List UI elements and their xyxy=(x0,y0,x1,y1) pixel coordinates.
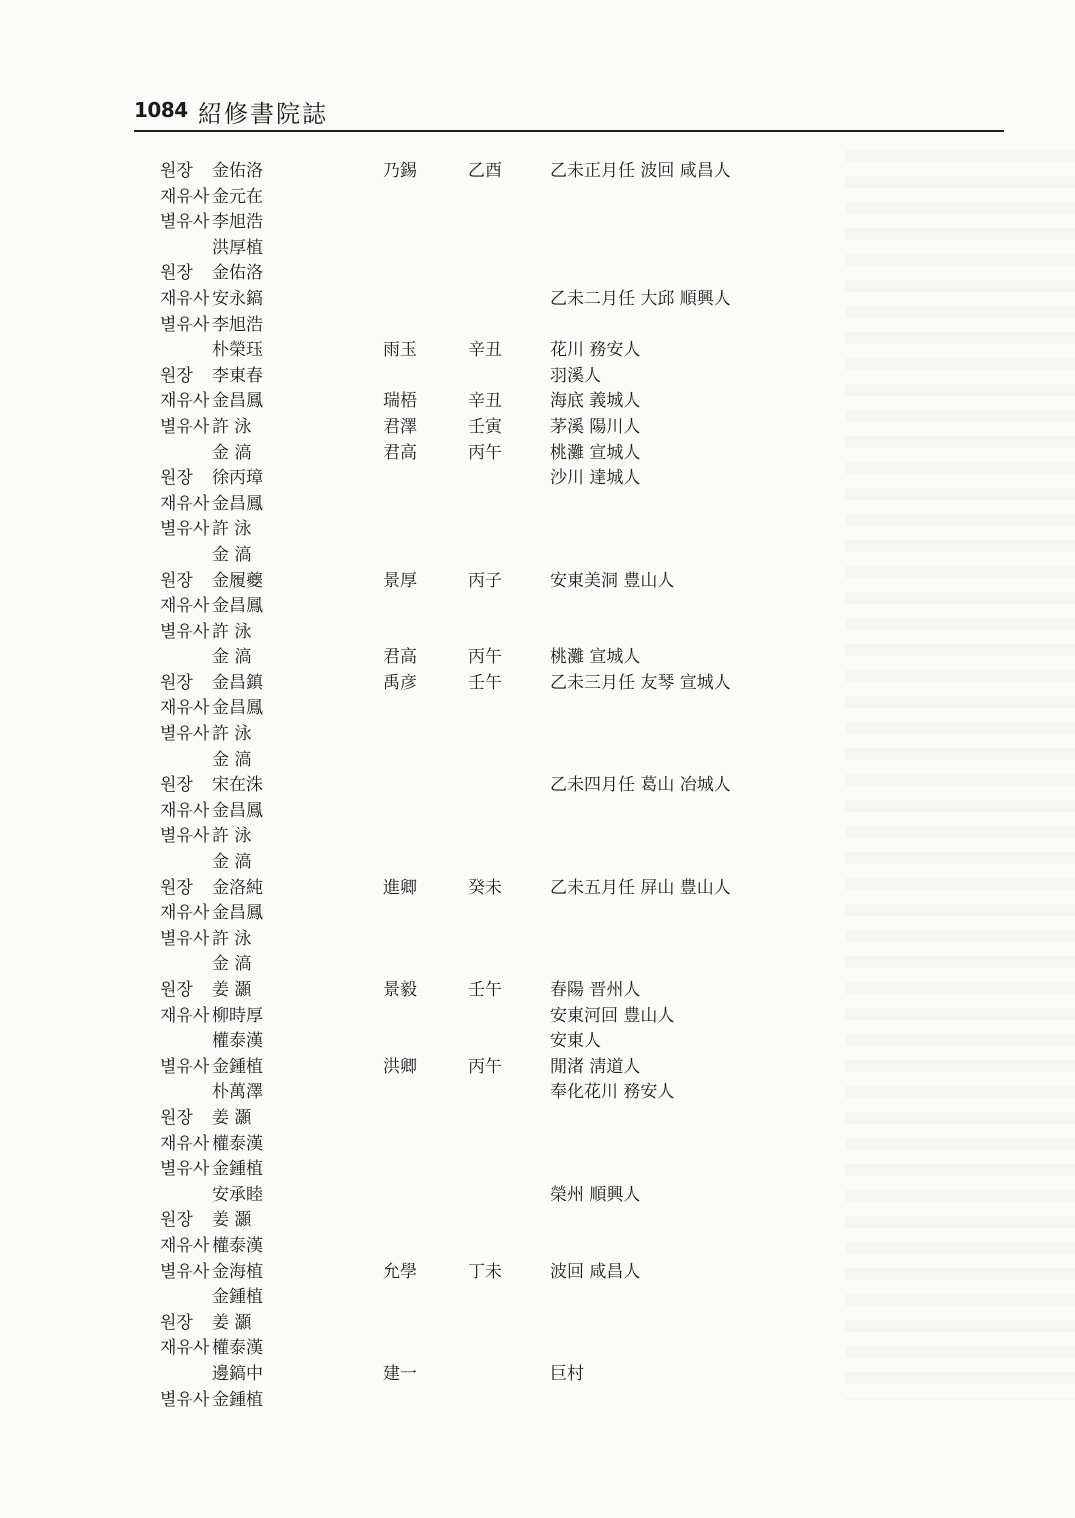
roster-role: 별유사 xyxy=(160,1056,210,1077)
roster-name: 徐丙璋 xyxy=(212,468,263,489)
roster-row xyxy=(0,517,1075,543)
roster-role: 재유사 xyxy=(160,1005,210,1026)
roster-row xyxy=(0,901,1075,927)
roster-birth-year: 壬寅 xyxy=(468,416,502,437)
roster-role: 별유사 xyxy=(160,416,210,437)
roster-courtesy-name: 乃錫 xyxy=(383,161,417,181)
roster-birth-year: 丙子 xyxy=(468,570,502,591)
roster-note: 安東美洞 豊山人 xyxy=(550,570,675,591)
roster-row xyxy=(0,773,1075,799)
roster-name: 權泰漢 xyxy=(212,1235,263,1256)
roster-note: 奉化花川 務安人 xyxy=(550,1082,675,1103)
roster-role: 재유사 xyxy=(160,800,210,821)
roster-row xyxy=(0,236,1075,262)
roster-row xyxy=(0,645,1075,671)
book-title: 紹修書院誌 xyxy=(198,100,328,128)
roster-row xyxy=(0,978,1075,1004)
roster-role: 재유사 xyxy=(160,1133,210,1154)
roster-row xyxy=(0,1132,1075,1158)
roster-role: 재유사 xyxy=(160,698,210,719)
roster-name: 姜 灝 xyxy=(212,1107,252,1128)
roster-role: 재유사 xyxy=(160,493,210,514)
roster-name: 權泰漢 xyxy=(212,1338,263,1359)
roster-name: 金洛純 xyxy=(212,877,263,898)
roster-name: 李東春 xyxy=(212,365,263,386)
roster-note: 花川 務安人 xyxy=(550,340,641,361)
roster-note: 茅溪 陽川人 xyxy=(550,416,641,437)
roster-courtesy-name: 雨玉 xyxy=(383,340,417,361)
roster-row xyxy=(0,1183,1075,1209)
roster-role: 별유사 xyxy=(160,826,210,847)
roster-role: 재유사 xyxy=(160,391,210,412)
roster-role: 재유사 xyxy=(160,596,210,617)
roster-name: 金昌鳳 xyxy=(212,493,263,514)
roster-row xyxy=(0,492,1075,518)
roster-note: 春陽 晋州人 xyxy=(550,980,641,1000)
roster-role: 원장 xyxy=(160,672,193,693)
roster-birth-year: 癸未 xyxy=(468,877,502,898)
roster-birth-year: 丁未 xyxy=(468,1261,502,1282)
roster-birth-year: 丙午 xyxy=(468,647,502,668)
roster-role: 별유사 xyxy=(160,1389,210,1410)
roster-note: 海底 義城人 xyxy=(550,391,641,412)
roster-role: 원장 xyxy=(160,1312,193,1333)
roster-note: 安東人 xyxy=(550,1031,601,1052)
roster-name: 朴萬澤 xyxy=(212,1082,263,1103)
roster-role: 원장 xyxy=(160,365,193,386)
roster-row xyxy=(0,722,1075,748)
roster-row xyxy=(0,313,1075,339)
roster-row xyxy=(0,850,1075,876)
roster-row xyxy=(0,441,1075,467)
roster-name: 金佑洛 xyxy=(212,263,263,284)
roster-name: 金 滈 xyxy=(212,954,252,975)
roster-row xyxy=(0,1336,1075,1362)
roster-name: 金昌鳳 xyxy=(212,800,263,821)
roster-birth-year: 辛丑 xyxy=(468,340,502,361)
roster-row xyxy=(0,1157,1075,1183)
roster-name: 洪厚植 xyxy=(212,237,263,258)
roster-role: 원장 xyxy=(160,161,193,181)
roster-name: 金 滈 xyxy=(212,544,252,565)
roster-role: 원장 xyxy=(160,980,193,1000)
roster-row xyxy=(0,748,1075,774)
roster-name: 安永鎬 xyxy=(212,288,263,309)
roster-courtesy-name: 君澤 xyxy=(383,416,417,437)
roster-row xyxy=(0,696,1075,722)
roster-note: 羽溪人 xyxy=(550,365,601,386)
roster-role: 별유사 xyxy=(160,314,210,335)
roster-role: 재유사 xyxy=(160,186,210,207)
roster-row xyxy=(0,1388,1075,1414)
roster-row xyxy=(0,671,1075,697)
roster-name: 金昌鳳 xyxy=(212,698,263,719)
roster-role: 재유사 xyxy=(160,288,210,309)
roster-role: 별유사 xyxy=(160,1261,210,1282)
roster-row xyxy=(0,1004,1075,1030)
roster-row xyxy=(0,1055,1075,1081)
roster-name: 金佑洛 xyxy=(212,161,263,181)
roster-row xyxy=(0,1311,1075,1337)
roster-courtesy-name: 禹彦 xyxy=(383,672,417,693)
page-header xyxy=(134,96,1004,132)
roster-note: 閒渚 淸道人 xyxy=(550,1056,641,1077)
roster-row xyxy=(0,415,1075,441)
roster-row xyxy=(0,364,1075,390)
roster-courtesy-name: 建一 xyxy=(383,1363,417,1384)
roster-row xyxy=(0,1285,1075,1311)
roster-note: 乙未四月任 葛山 冶城人 xyxy=(550,775,731,796)
roster-name: 姜 灝 xyxy=(212,980,252,1000)
roster-name: 金 滈 xyxy=(212,442,252,463)
roster-role: 원장 xyxy=(160,1107,193,1128)
roster-name: 許 泳 xyxy=(212,519,252,540)
roster-note: 巨村 xyxy=(550,1363,584,1384)
roster-role: 원장 xyxy=(160,877,193,898)
roster-name: 宋在洙 xyxy=(212,775,263,796)
roster-note: 波回 咸昌人 xyxy=(550,1261,641,1282)
roster-role: 원장 xyxy=(160,1210,193,1231)
roster-name: 姜 灝 xyxy=(212,1210,252,1231)
roster-name: 柳時厚 xyxy=(212,1005,263,1026)
roster-note: 榮州 順興人 xyxy=(550,1184,641,1205)
roster-row xyxy=(0,1260,1075,1286)
roster-birth-year: 乙酉 xyxy=(468,161,502,181)
roster-role: 별유사 xyxy=(160,212,210,233)
roster-role: 원장 xyxy=(160,468,193,489)
roster-birth-year: 辛丑 xyxy=(468,391,502,412)
roster-row xyxy=(0,1080,1075,1106)
roster-name: 許 泳 xyxy=(212,826,252,847)
roster-name: 金昌鳳 xyxy=(212,596,263,617)
roster-row xyxy=(0,1362,1075,1388)
roster-birth-year: 丙午 xyxy=(468,442,502,463)
roster-role: 재유사 xyxy=(160,903,210,924)
roster-row xyxy=(0,876,1075,902)
roster-row xyxy=(0,799,1075,825)
roster-name: 金鍾植 xyxy=(212,1056,263,1077)
roster-note: 乙未正月任 波回 咸昌人 xyxy=(550,161,731,181)
roster-name: 許 泳 xyxy=(212,928,252,949)
roster-courtesy-name: 君高 xyxy=(383,442,417,463)
roster-row xyxy=(0,569,1075,595)
roster-role: 원장 xyxy=(160,263,193,284)
roster-role: 원장 xyxy=(160,570,193,591)
roster-note: 桃灘 宣城人 xyxy=(550,647,641,668)
roster-row xyxy=(0,159,1075,185)
roster-name: 李旭浩 xyxy=(212,314,263,335)
roster-name: 金履夔 xyxy=(212,570,263,591)
roster-row xyxy=(0,466,1075,492)
roster-role: 재유사 xyxy=(160,1338,210,1359)
roster-note: 乙未二月任 大邱 順興人 xyxy=(550,288,731,309)
roster-row xyxy=(0,952,1075,978)
roster-birth-year: 壬午 xyxy=(468,672,502,693)
roster-name: 金 滈 xyxy=(212,647,252,668)
roster-row xyxy=(0,1208,1075,1234)
roster-row xyxy=(0,338,1075,364)
roster-courtesy-name: 允學 xyxy=(383,1261,417,1282)
roster-courtesy-name: 瑞梧 xyxy=(383,391,417,412)
roster-row xyxy=(0,620,1075,646)
roster-note: 乙未五月任 屏山 豊山人 xyxy=(550,877,731,898)
roster-name: 權泰漢 xyxy=(212,1031,263,1052)
roster-role: 별유사 xyxy=(160,1159,210,1180)
roster-role: 별유사 xyxy=(160,621,210,642)
roster-role: 원장 xyxy=(160,775,193,796)
roster-name: 金昌鳳 xyxy=(212,391,263,412)
roster-name: 權泰漢 xyxy=(212,1133,263,1154)
page-number: 1084 xyxy=(134,98,188,122)
roster-role: 별유사 xyxy=(160,928,210,949)
roster-name: 金鍾植 xyxy=(212,1389,263,1410)
roster-name: 金 滈 xyxy=(212,852,252,873)
roster-birth-year: 丙午 xyxy=(468,1056,502,1077)
roster-birth-year: 壬午 xyxy=(468,980,502,1000)
roster-note: 桃灘 宣城人 xyxy=(550,442,641,463)
roster-row xyxy=(0,1234,1075,1260)
roster-courtesy-name: 君高 xyxy=(383,647,417,668)
roster-row xyxy=(0,824,1075,850)
roster-name: 金元在 xyxy=(212,186,263,207)
roster-role: 별유사 xyxy=(160,519,210,540)
roster-name: 安承睦 xyxy=(212,1184,263,1205)
roster-list xyxy=(0,159,1075,1413)
roster-row xyxy=(0,927,1075,953)
roster-row xyxy=(0,287,1075,313)
roster-row xyxy=(0,1106,1075,1132)
roster-name: 姜 灝 xyxy=(212,1312,252,1333)
roster-role: 재유사 xyxy=(160,1235,210,1256)
roster-name: 李旭浩 xyxy=(212,212,263,233)
roster-name: 許 泳 xyxy=(212,416,252,437)
roster-row xyxy=(0,543,1075,569)
roster-note: 安東河回 豊山人 xyxy=(550,1005,675,1026)
roster-row xyxy=(0,185,1075,211)
roster-courtesy-name: 景毅 xyxy=(383,980,417,1000)
roster-courtesy-name: 洪卿 xyxy=(383,1056,417,1077)
roster-name: 邊鎬中 xyxy=(212,1363,263,1384)
roster-note: 乙未三月任 友琴 宣城人 xyxy=(550,672,731,693)
roster-name: 金海植 xyxy=(212,1261,263,1282)
roster-name: 許 泳 xyxy=(212,621,252,642)
roster-name: 朴榮珏 xyxy=(212,340,263,361)
roster-name: 許 泳 xyxy=(212,724,252,745)
roster-name: 金 滈 xyxy=(212,749,252,770)
roster-row xyxy=(0,261,1075,287)
roster-name: 金昌鳳 xyxy=(212,903,263,924)
roster-row xyxy=(0,210,1075,236)
roster-courtesy-name: 進卿 xyxy=(383,877,417,898)
roster-name: 金鍾植 xyxy=(212,1159,263,1180)
roster-row xyxy=(0,389,1075,415)
roster-role: 별유사 xyxy=(160,724,210,745)
roster-name: 金鍾植 xyxy=(212,1287,263,1308)
roster-courtesy-name: 景厚 xyxy=(383,570,417,591)
roster-note: 沙川 達城人 xyxy=(550,468,641,489)
roster-name: 金昌鎮 xyxy=(212,672,263,693)
roster-row xyxy=(0,594,1075,620)
roster-row xyxy=(0,1029,1075,1055)
